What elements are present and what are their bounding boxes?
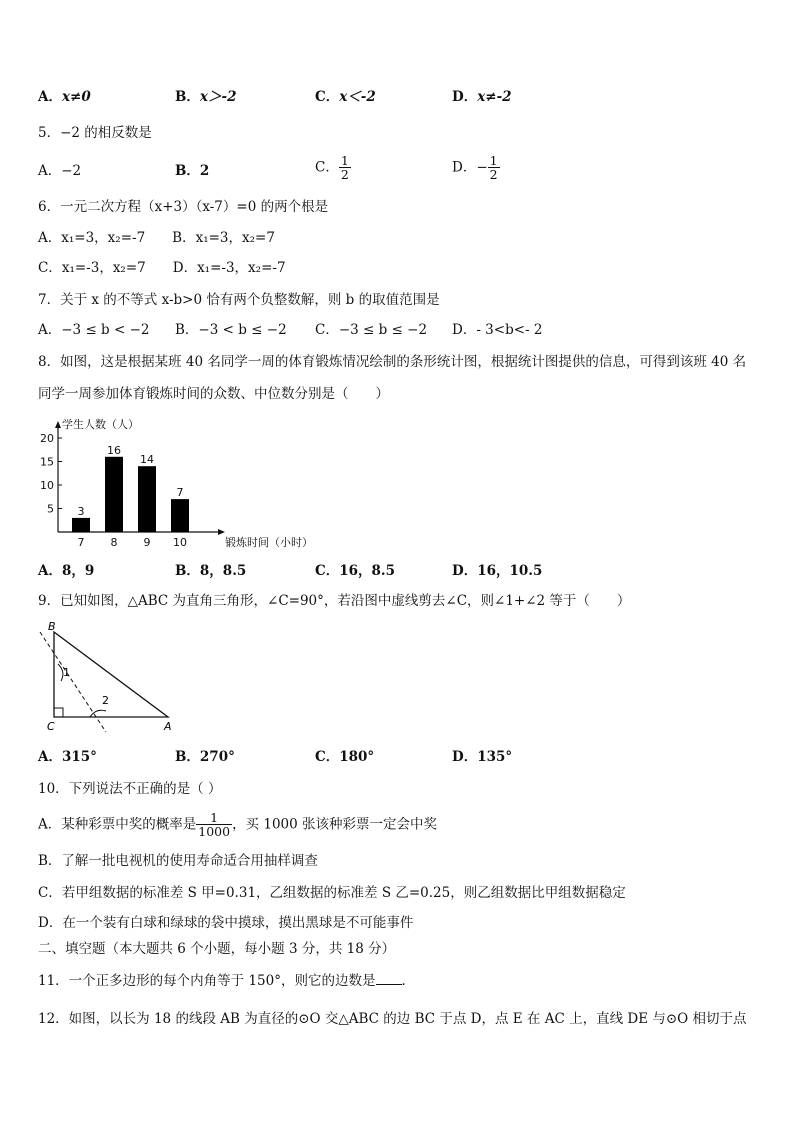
q5-option-a: A．−2 bbox=[38, 163, 82, 179]
triangle-figure bbox=[36, 620, 186, 738]
right-angle-mark bbox=[54, 708, 63, 717]
q4-option-d: D．x≠-2 bbox=[452, 89, 512, 105]
y-axis-label: 学生人数（人） bbox=[62, 418, 139, 431]
label-angle-1: 1 bbox=[63, 666, 70, 679]
q7-options bbox=[38, 321, 758, 341]
label-b: B bbox=[48, 620, 56, 633]
y-tick-label-5: 5 bbox=[47, 502, 54, 516]
q10-option-d: D．在一个装有白球和绿球的袋中摸球，摸出黑球是不可能事件 bbox=[38, 915, 414, 931]
q12-stem: 12．如图，以长为 18 的线段 AB 为直径的⊙O 交△ABC 的边 BC 于点 D，点 E 在 AC 上，直线 DE 与⊙O 相切于点 bbox=[38, 1011, 747, 1027]
q9-options bbox=[38, 748, 758, 768]
q5-option-b: B．2 bbox=[175, 163, 210, 179]
q5-option-d: D．− $\frac{1}{2}$ bbox=[452, 153, 498, 182]
q6-stem: 6．一元二次方程（x+3）（x-7）=0 的两个根是 bbox=[38, 199, 329, 215]
q8-stem-line2: 同学一周参加体育锻炼时间的众数、中位数分别是（ ） bbox=[38, 386, 389, 402]
q5-stem: 5．−2 的相反数是 bbox=[38, 125, 152, 141]
q4-options bbox=[38, 88, 758, 108]
q5-options bbox=[38, 154, 758, 188]
q9-stem: 9．已知如图，△ABC 为直角三角形，∠C=90°，若沿图中虚线剪去∠C，则∠1+∠2 等于（ ） bbox=[38, 593, 631, 609]
q8-option-d: D．16，10.5 bbox=[452, 563, 543, 579]
q10-stem: 10．下列说法不正确的是（ ） bbox=[38, 781, 222, 797]
bar-10 bbox=[171, 499, 189, 532]
data-label-7: 3 bbox=[77, 504, 85, 518]
q8-option-c: C．16，8.5 bbox=[315, 563, 396, 579]
x-tick-label-10: 10 bbox=[173, 536, 187, 549]
q6-options-row1: A．x₁=3，x₂=-7 B．x₁=3，x₂=7 bbox=[38, 230, 275, 246]
q4-option-b: B．x＞-2 bbox=[175, 89, 237, 105]
q7-option-b: B．−3 < b ≤ −2 bbox=[175, 322, 287, 338]
q7-stem: 7．关于 x 的不等式 x-b>0 恰有两个负整数解，则 b 的取值范围是 bbox=[38, 292, 440, 308]
q11-answer-blank bbox=[376, 972, 402, 985]
triangle-abc bbox=[54, 632, 168, 717]
q9-option-d: D．135° bbox=[452, 749, 513, 765]
q9-option-b: B．270° bbox=[175, 749, 235, 765]
q10-option-a: A．某种彩票中奖的概率是 $\frac{1}{1000}$ ，买 1000 张该种彩票一定会中奖 bbox=[38, 810, 438, 839]
q6-options-row2: C．x₁=-3，x₂=7 D．x₁=-3，x₂=-7 bbox=[38, 260, 286, 276]
bar-7 bbox=[72, 518, 90, 532]
x-tick-label-8: 8 bbox=[110, 536, 118, 549]
label-a: A bbox=[164, 720, 172, 733]
q8-option-a: A．8，9 bbox=[38, 563, 95, 579]
q10-option-c: C．若甲组数据的标准差 S 甲=0.31，乙组数据的标准差 S 乙=0.25，则乙组数据比甲组数据稳定 bbox=[38, 885, 626, 901]
q8-stem-line1: 8．如图，这是根据某班 40 名同学一周的体育锻炼情况绘制的条形统计图，根据统计图提供的信息，可得到该班 40 名 bbox=[38, 354, 747, 370]
q10-option-b: B．了解一批电视机的使用寿命适合用抽样调查 bbox=[38, 853, 318, 869]
x-axis-label: 锻炼时间（小时） bbox=[225, 536, 313, 549]
q8-option-b: B．8，8.5 bbox=[175, 563, 247, 579]
bar-chart bbox=[30, 410, 320, 555]
x-axis-arrow bbox=[218, 529, 225, 535]
y-tick-label-15: 15 bbox=[40, 455, 54, 469]
angle-2-arc bbox=[90, 710, 106, 717]
bar-8 bbox=[105, 457, 123, 532]
y-axis-arrow bbox=[55, 421, 61, 428]
label-c: C bbox=[47, 720, 55, 733]
data-label-8: 16 bbox=[107, 443, 121, 457]
data-label-9: 14 bbox=[140, 453, 154, 467]
q4-option-c: C．x＜-2 bbox=[315, 89, 376, 105]
q5-option-c: C． $\frac{1}{2}$ bbox=[315, 153, 349, 182]
q7-option-d: D．- 3<b<- 2 bbox=[452, 322, 543, 338]
q9-option-a: A．315° bbox=[38, 749, 97, 765]
q9-option-c: C．180° bbox=[315, 749, 375, 765]
x-tick-label-9: 9 bbox=[143, 536, 151, 549]
q4-option-a: A．x≠0 bbox=[38, 89, 91, 105]
q7-option-a: A．−3 ≤ b < −2 bbox=[38, 322, 150, 338]
data-label-10: 7 bbox=[176, 486, 184, 500]
q7-option-c: C．−3 ≤ b ≤ −2 bbox=[315, 322, 428, 338]
label-angle-2: 2 bbox=[102, 694, 109, 707]
y-tick-label-10: 10 bbox=[40, 479, 54, 492]
x-tick-label-7: 7 bbox=[77, 536, 85, 549]
y-tick-label-20: 20 bbox=[40, 432, 54, 445]
q8-options bbox=[38, 562, 758, 582]
section-fill-blank-heading: 二、填空题（本大题共 6 个小题，每小题 3 分，共 18 分） bbox=[38, 941, 396, 957]
q11-stem: 11．一个正多边形的每个内角等于 150°，则它的边数是 ． bbox=[38, 973, 415, 989]
bar-9 bbox=[138, 466, 156, 532]
